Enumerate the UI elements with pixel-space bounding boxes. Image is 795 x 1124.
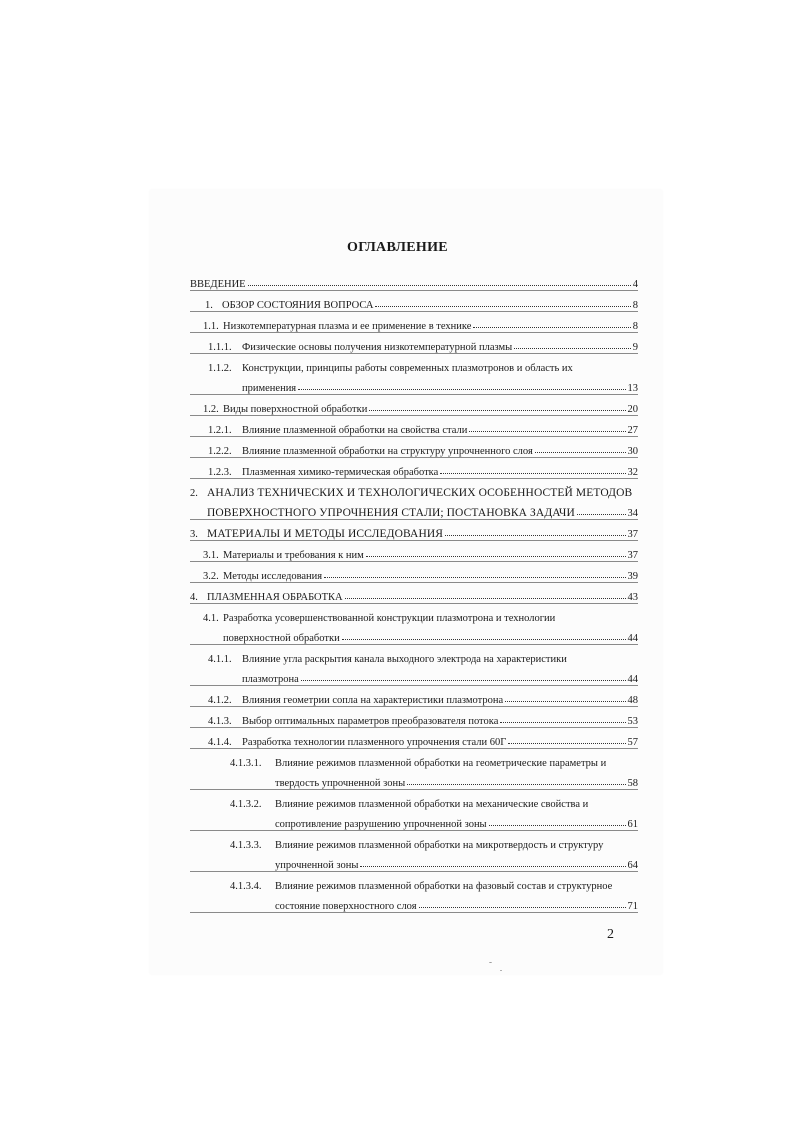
toc-entry-4-1-4[interactable] (190, 728, 638, 749)
toc-entry-text: Влияние режимов плазменной обработки на фазовый состав и структурное (275, 881, 613, 892)
toc-entry-number: 4.1. (203, 613, 219, 624)
toc-entry-number: 4.1.1. (208, 654, 232, 665)
toc-entry-text: Выбор оптимальных параметров преобразователя потока (242, 716, 499, 727)
toc-entry-page: 37 (627, 550, 638, 561)
dot-leader (489, 825, 626, 826)
toc-entry-number: 1.2.3. (208, 467, 232, 478)
toc-entry-page: 13 (627, 383, 638, 394)
dot-leader (324, 577, 625, 578)
toc-entry-page: 53 (627, 716, 638, 727)
toc-entry-4-1-3-4[interactable] (190, 872, 638, 913)
toc-entry-text: Разработка усовершенствованной конструкции плазмотрона и технологии (223, 613, 556, 624)
toc-entry-1-1-1[interactable] (190, 333, 638, 354)
dot-leader (407, 784, 625, 785)
page-number: 2 (607, 927, 614, 942)
toc-entry-text: ОБЗОР СОСТОЯНИЯ ВОПРОСА (222, 300, 374, 311)
dot-leader (342, 639, 626, 640)
toc-entry-text: МАТЕРИАЛЫ И МЕТОДЫ ИССЛЕДОВАНИЯ (207, 528, 444, 540)
dot-leader (505, 701, 625, 702)
toc-entry-page: 48 (627, 695, 638, 706)
toc-entry-number: 1.2.1. (208, 425, 232, 436)
toc-entry-text: Физические основы получения низкотемпературной плазмы (242, 342, 513, 353)
toc-entry-2[interactable] (190, 479, 638, 520)
dot-leader (469, 431, 625, 432)
dot-leader (369, 410, 625, 411)
toc-entry-text: Влияние угла раскрытия канала выходного электрода на характеристики (242, 654, 567, 665)
toc-entry-text: Влияние режимов плазменной обработки на микротвердость и структуру (275, 840, 604, 851)
toc-entry-4-1-3[interactable] (190, 707, 638, 728)
toc-entry-4[interactable] (190, 583, 638, 604)
dot-leader (375, 306, 630, 307)
toc-entry-text: Материалы и требования к ним (223, 550, 364, 561)
toc-entry-number: 1.1.1. (208, 342, 232, 353)
dot-leader (440, 473, 625, 474)
table-of-contents (190, 270, 638, 913)
toc-entry-number: 4.1.4. (208, 737, 232, 748)
toc-entry-1-2-2[interactable] (190, 437, 638, 458)
toc-entry-page: 43 (627, 592, 638, 603)
toc-entry-page: 20 (627, 404, 638, 415)
toc-entry-text: Низкотемпературная плазма и ее применение в технике (223, 321, 472, 332)
toc-entry-text: Влияния геометрии сопла на характеристики плазмотрона (242, 695, 504, 706)
toc-entry-number: 1.1.2. (208, 363, 232, 374)
dot-leader (301, 680, 626, 681)
toc-entry-number: 1. (205, 300, 213, 311)
toc-entry-page: 61 (627, 819, 638, 830)
toc-entry-text-continued: плазмотрона (242, 674, 299, 685)
toc-entry-text-continued: упрочненной зоны (275, 860, 359, 871)
toc-entry-text: Разработка технологии плазменного упрочнения стали 60Г (242, 737, 507, 748)
toc-entry-page: 44 (627, 674, 638, 685)
toc-entry-page: 9 (632, 342, 638, 353)
toc-entry-number: 3.2. (203, 571, 219, 582)
toc-entry-number: 3.1. (203, 550, 219, 561)
toc-entry-page: 64 (627, 860, 638, 871)
toc-entry-number: 3. (190, 529, 198, 540)
toc-entry-4-1-3-3[interactable] (190, 831, 638, 872)
toc-entry-number: 4.1.3.2. (230, 799, 262, 810)
toc-entry-page: 27 (627, 425, 638, 436)
dot-leader (366, 556, 626, 557)
toc-entry-text: АНАЛИЗ ТЕХНИЧЕСКИХ И ТЕХНОЛОГИЧЕСКИХ ОСОБЕННОСТЕЙ МЕТОДОВ (207, 487, 633, 499)
toc-entry-3-2[interactable] (190, 562, 638, 583)
toc-entry-text-continued: поверхностной обработки (223, 633, 340, 644)
toc-entry-text-continued: твердость упрочненной зоны (275, 778, 406, 789)
toc-entry-number: 4. (190, 592, 198, 603)
toc-entry-page: 57 (627, 737, 638, 748)
dot-leader (500, 722, 625, 723)
dot-leader (345, 598, 626, 599)
toc-entry-number: 1.1. (203, 321, 219, 332)
toc-entry-text: Влияние режимов плазменной обработки на геометрические параметры и (275, 758, 607, 769)
scan-speck (489, 962, 492, 963)
toc-entry-text: Влияние плазменной обработки на структуру упрочненного слоя (242, 446, 533, 457)
toc-entry-1-2[interactable] (190, 395, 638, 416)
toc-entry-text-continued: ПОВЕРХНОСТНОГО УПРОЧНЕНИЯ СТАЛИ; ПОСТАНОВКА ЗАДАЧИ (207, 507, 575, 519)
dot-leader (298, 389, 625, 390)
toc-entry-number: 1.2. (203, 404, 219, 415)
dot-leader (577, 514, 626, 515)
toc-entry-page: 39 (627, 571, 638, 582)
toc-entry-1-1-2[interactable] (190, 354, 638, 395)
toc-entry-page: 8 (632, 321, 638, 332)
toc-entry-text: ВВЕДЕНИЕ (190, 279, 246, 290)
dot-leader (445, 535, 625, 536)
toc-entry-text: Влияние плазменной обработки на свойства стали (242, 425, 468, 436)
dot-leader (514, 348, 631, 349)
toc-entry-4-1-3-1[interactable] (190, 749, 638, 790)
toc-entry-page: 32 (627, 467, 638, 478)
toc-entry-page: 58 (627, 778, 638, 789)
toc-entry-4-1-2[interactable] (190, 686, 638, 707)
toc-entry-number: 2. (190, 488, 198, 499)
toc-entry-page: 8 (632, 300, 638, 311)
toc-entry-1[interactable] (190, 291, 638, 312)
toc-entry-text-continued: сопротивление разрушению упрочненной зоны (275, 819, 487, 830)
toc-entry-text: Плазменная химико-термическая обработка (242, 467, 439, 478)
toc-entry-1-2-1[interactable] (190, 416, 638, 437)
toc-entry-1-1[interactable] (190, 312, 638, 333)
toc-entry-text: Методы исследования (223, 571, 323, 582)
dot-leader (419, 907, 626, 908)
toc-entry-page: 34 (627, 508, 638, 519)
toc-entry-text-continued: состояние поверхностного слоя (275, 901, 417, 912)
toc-entry-page: 44 (627, 633, 638, 644)
toc-entry-text: ПЛАЗМЕННАЯ ОБРАБОТКА (207, 592, 343, 603)
toc-entry-text: Виды поверхностной обработки (223, 404, 368, 415)
toc-entry-page: 4 (632, 279, 638, 290)
toc-entry-3-1[interactable] (190, 541, 638, 562)
toc-entry-text-continued: применения (242, 383, 297, 394)
toc-entry-4-1[interactable] (190, 604, 638, 645)
toc-title: ОГЛАВЛЕНИЕ (347, 240, 448, 255)
toc-entry-page: 71 (627, 901, 638, 912)
toc-entry-4-1-1[interactable] (190, 645, 638, 686)
toc-entry-number: 1.2.2. (208, 446, 232, 457)
scan-speck (500, 970, 502, 971)
toc-entry-4-1-3-2[interactable] (190, 790, 638, 831)
toc-entry-number: 4.1.3. (208, 716, 232, 727)
toc-entry-number: 4.1.3.3. (230, 840, 262, 851)
dot-leader (473, 327, 630, 328)
toc-entry-1-2-3[interactable] (190, 458, 638, 479)
toc-entry-page: 37 (627, 529, 638, 540)
toc-entry-3[interactable] (190, 520, 638, 541)
toc-entry-text: Конструкции, принципы работы современных плазмотронов и область их (242, 363, 573, 374)
toc-entry-number: 4.1.2. (208, 695, 232, 706)
dot-leader (535, 452, 626, 453)
toc-entry-introduction[interactable] (190, 270, 638, 291)
toc-entry-text: Влияние режимов плазменной обработки на механические свойства и (275, 799, 589, 810)
toc-entry-number: 4.1.3.4. (230, 881, 262, 892)
dot-leader (508, 743, 625, 744)
toc-entry-number: 4.1.3.1. (230, 758, 262, 769)
toc-entry-page: 30 (627, 446, 638, 457)
dot-leader (248, 285, 631, 286)
dot-leader (360, 866, 625, 867)
